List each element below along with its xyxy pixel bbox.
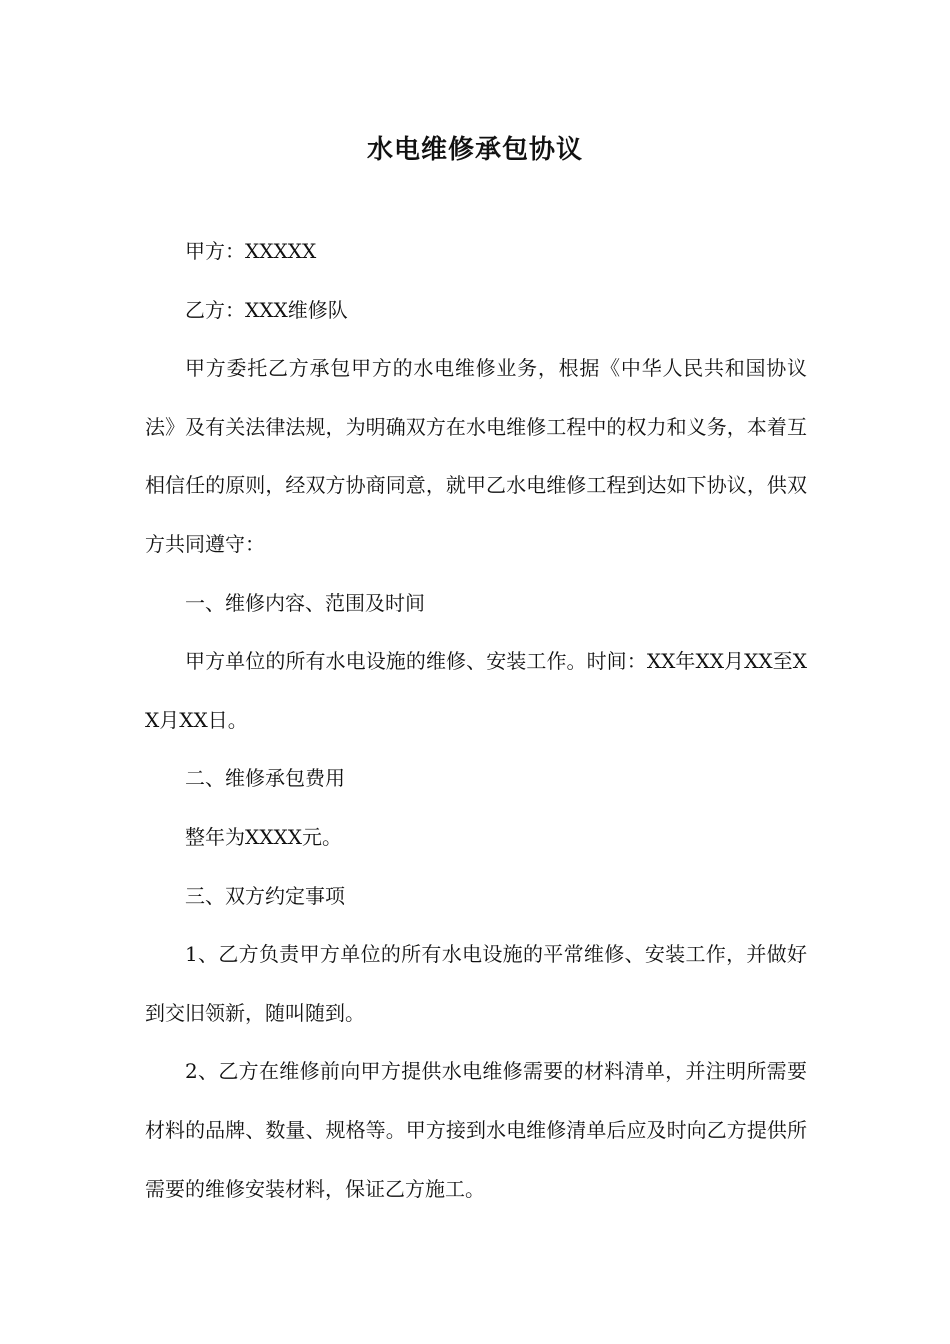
section-heading-2: 二、维修承包费用: [185, 766, 345, 791]
section-heading-1: 一、维修内容、范围及时间: [185, 590, 425, 615]
preamble-paragraph: 甲方委托乙方承包甲方的水电维修业务，根据《中华人民共和国协议法》及有关法律法规，为明确双方在水电维修工程中的权力和义务，本着互相信任的原则，经双方协商同意，就甲乙水电维修工程到达如下协议，供双方共同遵守：: [145, 356, 807, 556]
section-3-item-1: 1、乙方负责甲方单位的所有水电设施的平常维修、安装工作，并做好到交旧领新，随叫随到。: [145, 942, 807, 1025]
document-body: [145, 222, 807, 1218]
section-heading-3: 三、双方约定事项: [185, 883, 345, 908]
section-1-content: 甲方单位的所有水电设施的维修、安装工作。时间：XX年XX月XX至XX月XX日。: [145, 649, 807, 732]
document-title: 水电维修承包协议: [366, 135, 583, 165]
section-3-item-2: 2、乙方在维修前向甲方提供水电维修需要的材料清单，并注明所需要材料的品牌、数量、规格等。甲方接到水电维修清单后应及时向乙方提供所需要的维修安装材料，保证乙方施工。: [145, 1059, 807, 1201]
party-b-line: 乙方：XXX维修队: [185, 297, 348, 322]
section-2-content: 整年为XXXX元。: [185, 824, 342, 849]
party-a-line: 甲方：XXXXX: [185, 239, 317, 263]
